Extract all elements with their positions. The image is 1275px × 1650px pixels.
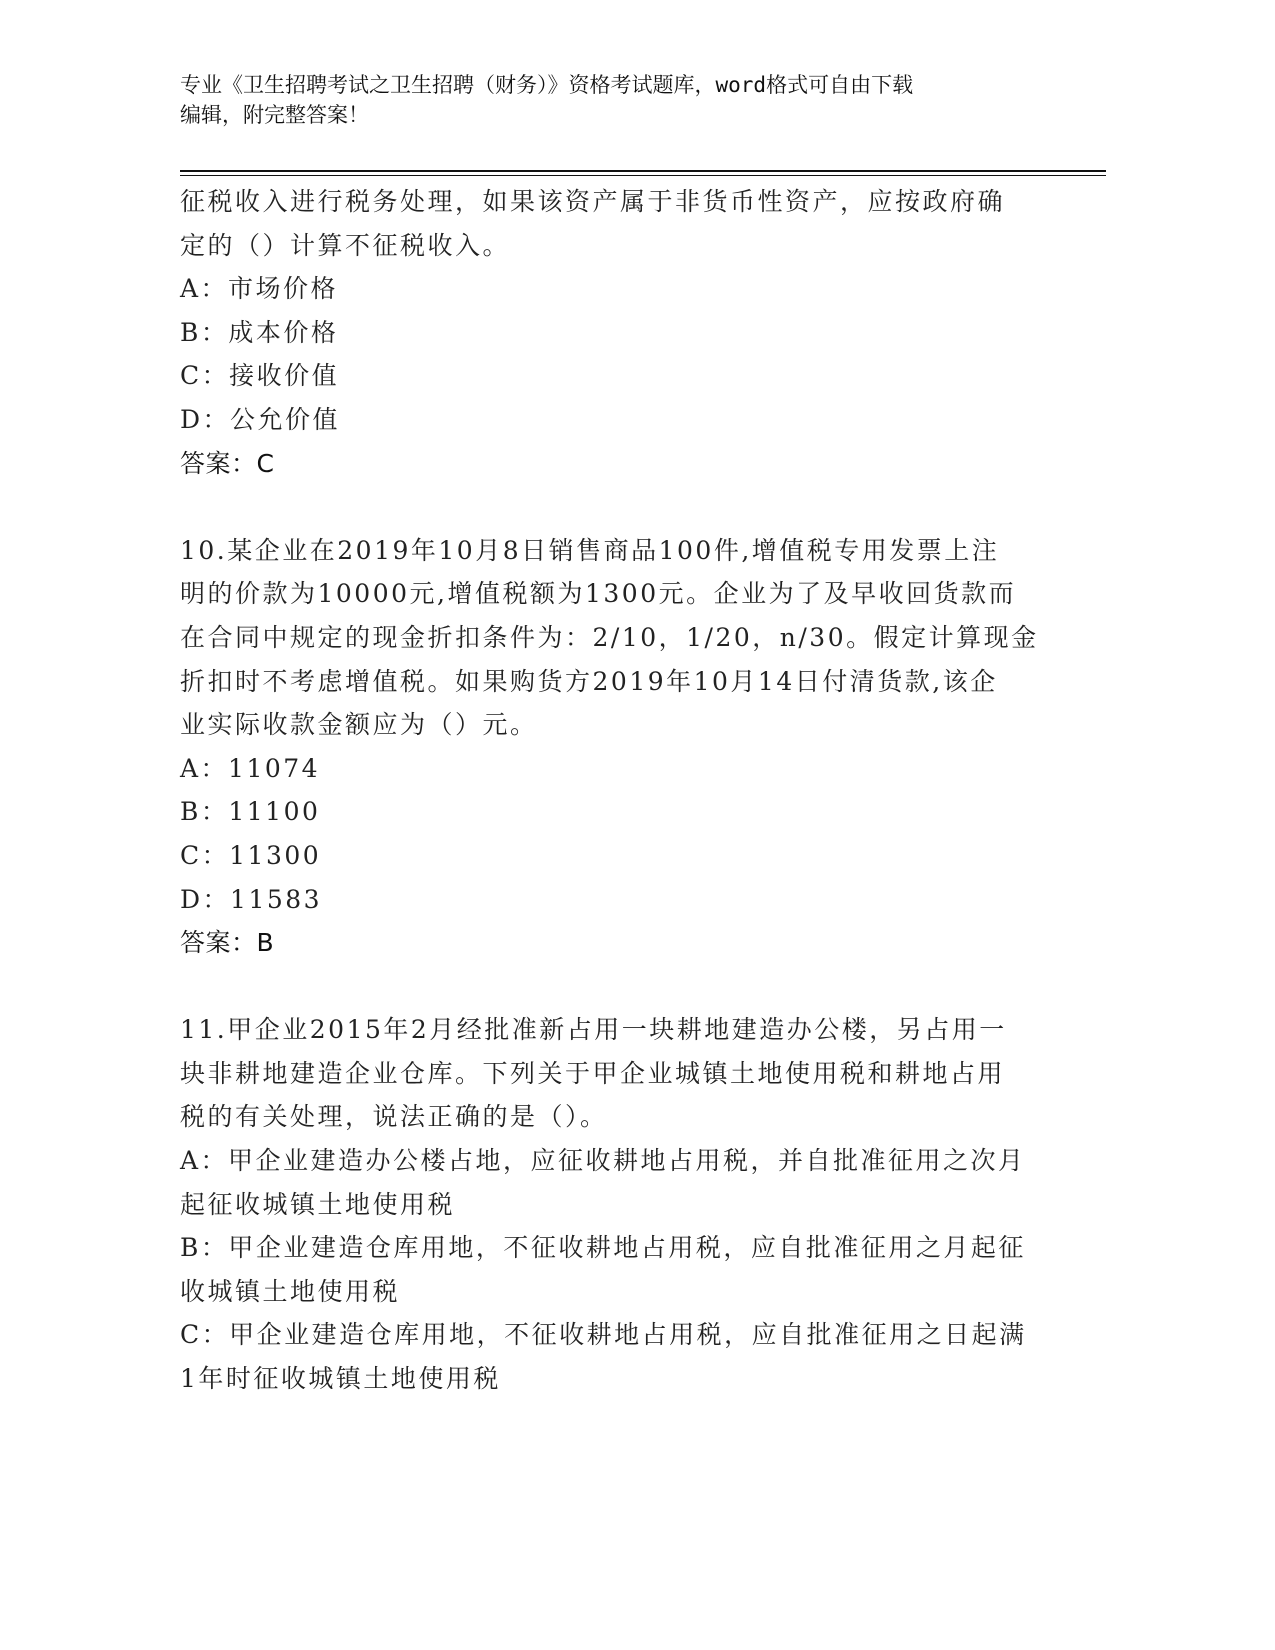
question-stem-line: 定的（）计算不征税收入。	[180, 230, 511, 260]
question-spacer	[180, 485, 1040, 529]
option-a: A：11074	[180, 753, 321, 783]
header-line-2: 编辑，附完整答案！	[180, 103, 369, 127]
option-a-continued: 起征收城镇土地使用税	[180, 1189, 456, 1219]
question-stem-line: 块非耕地建造企业仓库。下列关于甲企业城镇土地使用税和耕地占用	[180, 1058, 1006, 1088]
question-stem-line: 11.甲企业2015年2月经批准新占用一块耕地建造办公楼，另占用一	[180, 1015, 1007, 1045]
option-d: D：11583	[180, 884, 323, 914]
page-header	[180, 70, 1040, 130]
option-c: C：接收价值	[180, 361, 340, 391]
answer-line: 答案：B	[180, 928, 275, 958]
question-9	[180, 180, 1040, 485]
option-d: D：公允价值	[180, 404, 341, 434]
question-spacer	[180, 965, 1040, 1009]
question-stem-line: 税的有关处理，说法正确的是（）。	[180, 1102, 608, 1132]
question-stem-line: 在合同中规定的现金折扣条件为：2/10，1/20，n/30。假定计算现金	[180, 622, 1039, 652]
question-stem-line: 业实际收款金额应为（）元。	[180, 710, 538, 740]
question-stem-line: 折扣时不考虑增值税。如果购货方2019年10月14日付清货款,该企	[180, 666, 998, 696]
question-stem-line: 10.某企业在2019年10月8日销售商品100件,增值税专用发票上注	[180, 535, 1000, 565]
header-line-1: 专业《卫生招聘考试之卫生招聘（财务）》资格考试题库，word格式可自由下载	[180, 73, 914, 97]
option-b-continued: 收城镇土地使用税	[180, 1276, 401, 1306]
option-b: B：成本价格	[180, 317, 339, 347]
header-divider-thin	[180, 175, 1106, 176]
option-c: C：11300	[180, 840, 322, 870]
option-a: A：甲企业建造办公楼占地，应征收耕地占用税，并自批准征用之次月	[180, 1146, 1026, 1176]
option-b: B：11100	[180, 797, 321, 827]
question-stem-line: 明的价款为10000元,增值税额为1300元。企业为了及早收回货款而	[180, 579, 1017, 609]
header-divider-thick	[180, 170, 1106, 172]
option-b: B：甲企业建造仓库用地，不征收耕地占用税，应自批准征用之月起征	[180, 1233, 1026, 1263]
option-c-continued: 1年时征收城镇土地使用税	[180, 1364, 501, 1394]
option-c: C：甲企业建造仓库用地，不征收耕地占用税，应自批准征用之日起满	[180, 1320, 1027, 1350]
question-stem-line: 征税收入进行税务处理，如果该资产属于非货币性资产，应按政府确	[180, 187, 1006, 216]
question-content	[180, 180, 1040, 1401]
question-11	[180, 1008, 1040, 1400]
option-a: A：市场价格	[180, 274, 339, 304]
question-10	[180, 529, 1040, 965]
answer-line: 答案：C	[180, 448, 275, 478]
